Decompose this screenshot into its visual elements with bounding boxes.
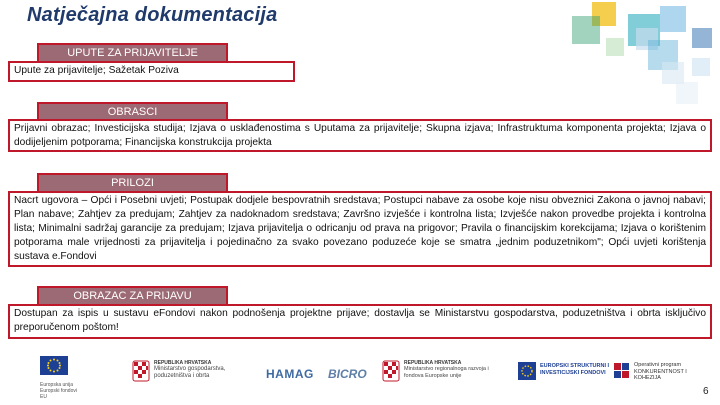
op-name: Operativni program KONKURENTNOST I KOHEZIJA (634, 362, 687, 381)
ministry2-name: Ministarstvo regionalnoga razvoja i fondova Europske unije (404, 366, 489, 379)
tab-obrasci: OBRASCI (37, 102, 228, 120)
esif-name: EUROPSKI STRUKTURNI I INVESTICIJSKI FONDOVI (540, 363, 610, 376)
footer-logos (0, 350, 720, 405)
tab-upute-za-prijavitelje: UPUTE ZA PRIJAVITELJE (37, 43, 228, 61)
section-obrasci-text: Prijavni obrazac; Investicijska studija; Izjava o usklađenostima s Uputama za prijavitelje; Skupna izjava; Infrastruktuma komponenta projekta; Izjava o dodijeljenim potporama; Financijska konstrukcija projekta (14, 123, 706, 148)
esif-flag-icon (518, 362, 536, 380)
page-title: Natječajna dokumentacija (27, 4, 278, 26)
section-prilozi-box (8, 191, 712, 267)
section-obrazac-text: Dostupan za ispis u sustavu eFondovi nakon podnošenja projektne prijave; dostavlja se Ministarstvu gospodarstva, poduzetništva i obrta isključivo preporučenom poštom! (14, 308, 706, 333)
section-prilozi-text: Nacrt ugovora – Opći i Posebni uvjeti; Postupak dodjele bespovratnih sredstava; Postupci nabave za osobe koje nisu obveznici Zakona o javnoj nabavi; Plan nabave; Zahtjev za predujam; Zahtjev za nadoknadom sredstava; Završno izvješće i kontrolna lista; Izvješće nakon provedbe projekta i kontrolna lista; Minimalni sadržaj garancije za predujam; Izjava prijavitelja o odricanju od prava na prigovor; Pravila o financijskim korekcijama; Izjava o korištenim potporama male vrijednosti za prijavitelja i pojedinačno za svako povezano poduzeće koje se smatra „jednim poduzetnikom"; Opći uvjeti korištenja sustava e.Fondovi (14, 195, 706, 262)
ministry-header: REPUBLIKA HRVATSKA (154, 360, 212, 366)
section-upute-box (8, 61, 295, 82)
ministry2-header: REPUBLIKA HRVATSKA (404, 360, 462, 366)
bicro-logo: BICRO (328, 367, 367, 381)
ministry-name: Ministarstvo gospodarstva, poduzetništva i obrta (154, 366, 226, 379)
croatian-coat-of-arms-icon (382, 360, 400, 382)
section-obrazac-box (8, 304, 712, 339)
eu-flag-icon (40, 356, 68, 375)
op-mark-icon (614, 363, 630, 379)
section-upute-text: Upute za prijavitelje; Sažetak Poziva (14, 65, 179, 76)
hamag-logo: HAMAG (266, 367, 314, 381)
eu-logo (40, 356, 80, 400)
tab-prilozi: PRILOZI (37, 173, 228, 191)
section-obrasci-box (8, 119, 712, 152)
page-number: 6 (703, 386, 709, 397)
eu-caption: Europska unija Europski fondovi EU (40, 382, 77, 400)
croatian-coat-of-arms-icon (132, 360, 150, 382)
tab-obrazac-za-prijavu: OBRAZAC ZA PRIJAVU (37, 286, 228, 304)
